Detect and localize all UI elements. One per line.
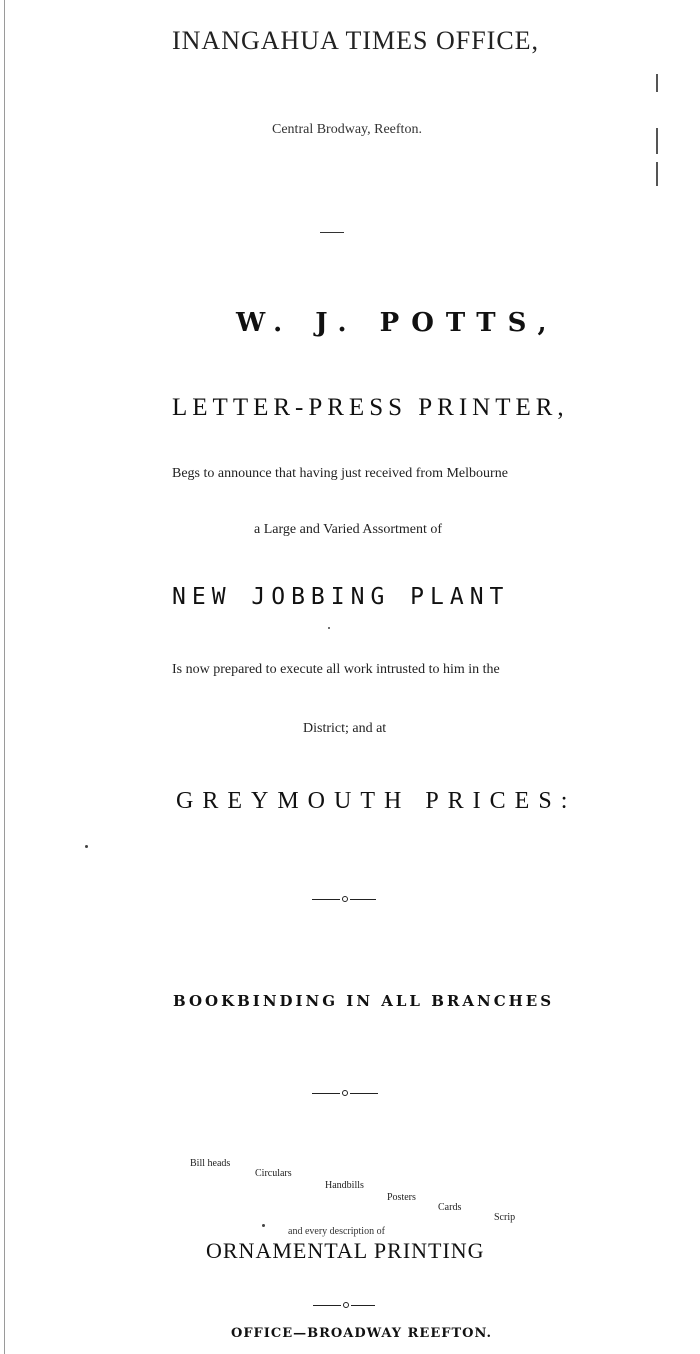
ink-speck [328,627,330,629]
every-description-text: and every description of [288,1226,385,1237]
ink-speck [262,1224,265,1227]
assortment-text: a Large and Varied Assortment of [254,522,443,537]
greymouth-prices-heading: GREYMOUTH PRICES: [176,788,577,814]
page-edge-line [4,0,5,1354]
service-item: Cards [438,1202,462,1213]
bookbinding-heading: BOOKBINDING IN ALL BRANCHES [173,992,555,1010]
margin-mark [656,74,658,92]
margin-mark [656,128,658,154]
proprietor-name: W. J. POTTS, [236,308,559,338]
district-text: District; and at [303,721,387,736]
ink-speck [85,845,88,848]
office-address: Central Brodway, Reefton. [272,122,422,137]
ornamental-divider [312,896,376,902]
service-item: Handbills [325,1180,364,1191]
service-item: Circulars [255,1168,292,1179]
trade-heading: LETTER-PRESS PRINTER, [172,394,569,421]
margin-mark [656,162,658,186]
service-item: Scrip [494,1212,516,1223]
ornamental-printing-heading: ORNAMENTAL PRINTING [206,1238,485,1263]
office-title: INANGAHUA TIMES OFFICE, [172,26,540,55]
announcement-text: Begs to announce that having just received from Melbourne [172,466,508,481]
jobbing-plant-heading: NEW JOBBING PLANT [172,584,510,610]
office-location-footer: OFFICE—BROADWAY REEFTON. [231,1326,493,1341]
ornamental-divider [313,1302,375,1308]
prepared-text: Is now prepared to execute all work intrusted to him in the [172,662,500,677]
short-rule [320,232,344,233]
ornamental-divider [312,1090,378,1096]
service-item: Bill heads [190,1158,231,1169]
service-item: Posters [387,1192,416,1203]
